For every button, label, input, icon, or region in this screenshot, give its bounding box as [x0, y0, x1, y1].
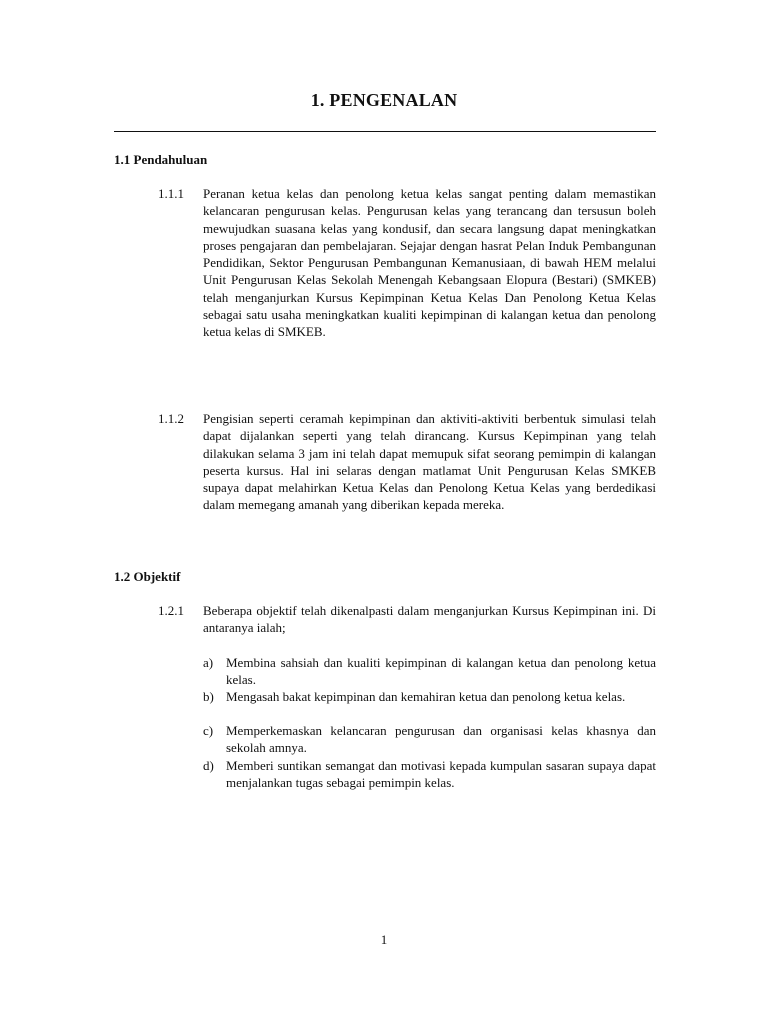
title-underline — [114, 131, 656, 132]
section-heading-pendahuluan: 1.1 Pendahuluan — [114, 152, 208, 167]
list-marker: c) — [203, 723, 214, 738]
list-marker: b) — [203, 689, 214, 704]
list-marker: d) — [203, 758, 214, 773]
paragraph-number-1-1-1: 1.1.1 — [158, 186, 184, 201]
objective-list-item — [203, 722, 656, 757]
objective-list-item — [203, 654, 656, 689]
list-marker: a) — [203, 655, 214, 670]
paragraph-number-1-2-1: 1.2.1 — [158, 603, 184, 618]
list-item-text: Memperkemaskan kelancaran pengurusan dan organisasi kelas khasnya dan sekolah amnya. — [226, 723, 656, 756]
objective-list-item — [203, 688, 656, 705]
list-item-text: Mengasah bakat kepimpinan dan kemahiran ketua dan penolong ketua kelas. — [226, 689, 626, 704]
paragraph-1-2-1: Beberapa objektif telah dikenalpasti dalam menganjurkan Kursus Kepimpinan ini. Di antaranya ialah; — [203, 603, 656, 636]
page-title: 1. PENGENALAN — [310, 90, 458, 110]
page-number: 1 — [380, 932, 388, 947]
paragraph-1-1-2: Pengisian seperti ceramah kepimpinan dan aktiviti-aktiviti berbentuk simulasi telah dapat dijalankan seperti yang telah dirancang. Kursus Kepimpinan yang telah dilakukan selama 3 jam ini telah dapat memupuk sifat seorang pemimpin di kalangan peserta kursus. Hal ini selaras dengan matlamat Unit Pengurusan Kelas SMKEB supaya dapat melahirkan Ketua Kelas dan Penolong Ketua Kelas yang berdedikasi dalam memegang amanah yang diberikan kepada mereka. — [203, 411, 656, 513]
paragraph-1-1-1: Peranan ketua kelas dan penolong ketua kelas sangat penting dalam memastikan kelancaran pengurusan kelas. Pengurusan kelas yang terancang dan tersusun boleh mewujudkan suasana kelas yang kondusif, dan secara langsung dapat meningkatkan proses pengajaran dan pembelajaran. Sejajar dengan hasrat Pelan Induk Pembangunan Pendidikan, Sektor Pengurusan Pembangunan Kemanusiaan, di bawah HEM melalui Unit Pengurusan Kelas Sekolah Menengah Kebangsaan Elopura (Bestari) (SMKEB) telah menganjurkan Kursus Kepimpinan Ketua Kelas Dan Penolong Ketua Kelas sebagai satu usaha meningkatkan kualiti kepimpinan di kalangan ketua dan penolong ketua kelas di SMKEB. — [203, 186, 656, 340]
list-item-text: Memberi suntikan semangat dan motivasi kepada kumpulan sasaran supaya dapat menjalankan tugas sebagai pemimpin kelas. — [226, 758, 656, 791]
section-heading-objektif: 1.2 Objektif — [114, 569, 181, 584]
paragraph-number-1-1-2: 1.1.2 — [158, 411, 184, 426]
objective-list-item — [203, 757, 656, 792]
list-item-text: Membina sahsiah dan kualiti kepimpinan di kalangan ketua dan penolong ketua kelas. — [226, 655, 656, 688]
